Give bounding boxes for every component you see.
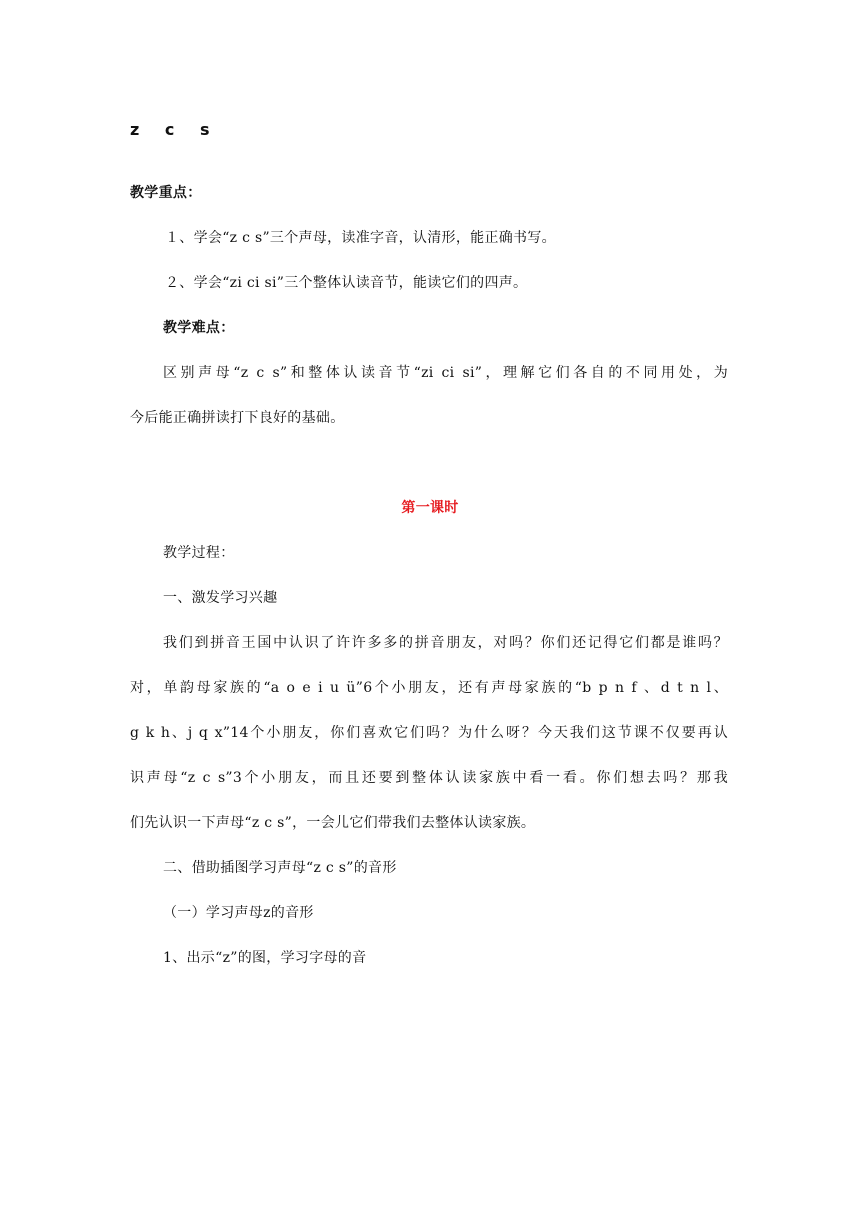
paragraph-line-3: g k h、j q x”14个小朋友，你们喜欢它们吗？为什么呀？今天我们这节课不仅要再认: [130, 725, 728, 741]
paragraph-line-1: 我们到拼音王国中认识了许许多多的拼音朋友，对吗？你们还记得它们都是谁吗？: [163, 635, 728, 651]
difficulty-heading: 教学难点：: [163, 320, 235, 336]
paragraph-line-2: 对，单韵母家族的“a o e i u ü”6个小朋友，还有声母家族的“b p n f 、d t n l、: [130, 680, 728, 696]
focus-item-2: ２、学会“zi ci si”三个整体认读音节，能读它们的四声。: [165, 275, 528, 291]
paragraph-line-5: 们先认识一下声母“z c s”，一会儿它们带我们去整体认读家族。: [130, 815, 536, 831]
subsection-1-heading: （一）学习声母z的音形: [163, 905, 314, 921]
lesson-section-heading: 第一课时: [401, 500, 459, 516]
lesson-title: z c s: [130, 120, 220, 139]
focus-item-1: １、学会“z c s”三个声母，读准字音，认清形，能正确书写。: [165, 230, 556, 246]
paragraph-line-4: 识声母“z c s”3个小朋友，而且还要到整体认读家族中看一看。你们想去吗？那我: [130, 770, 728, 786]
step-1: 1、出示“z”的图，学习字母的音: [163, 950, 367, 966]
difficulty-line-2: 今后能正确拼读打下良好的基础。: [130, 410, 345, 426]
section-1-heading: 一、激发学习兴趣: [163, 590, 278, 606]
difficulty-line-1: 区别声母“z c s”和整体认读音节“zi ci si”，理解它们各自的不同用处，为: [163, 365, 728, 381]
section-2-heading: 二、借助插图学习声母“z c s”的音形: [163, 860, 397, 876]
process-label: 教学过程：: [163, 545, 235, 561]
focus-heading: 教学重点：: [130, 185, 202, 201]
